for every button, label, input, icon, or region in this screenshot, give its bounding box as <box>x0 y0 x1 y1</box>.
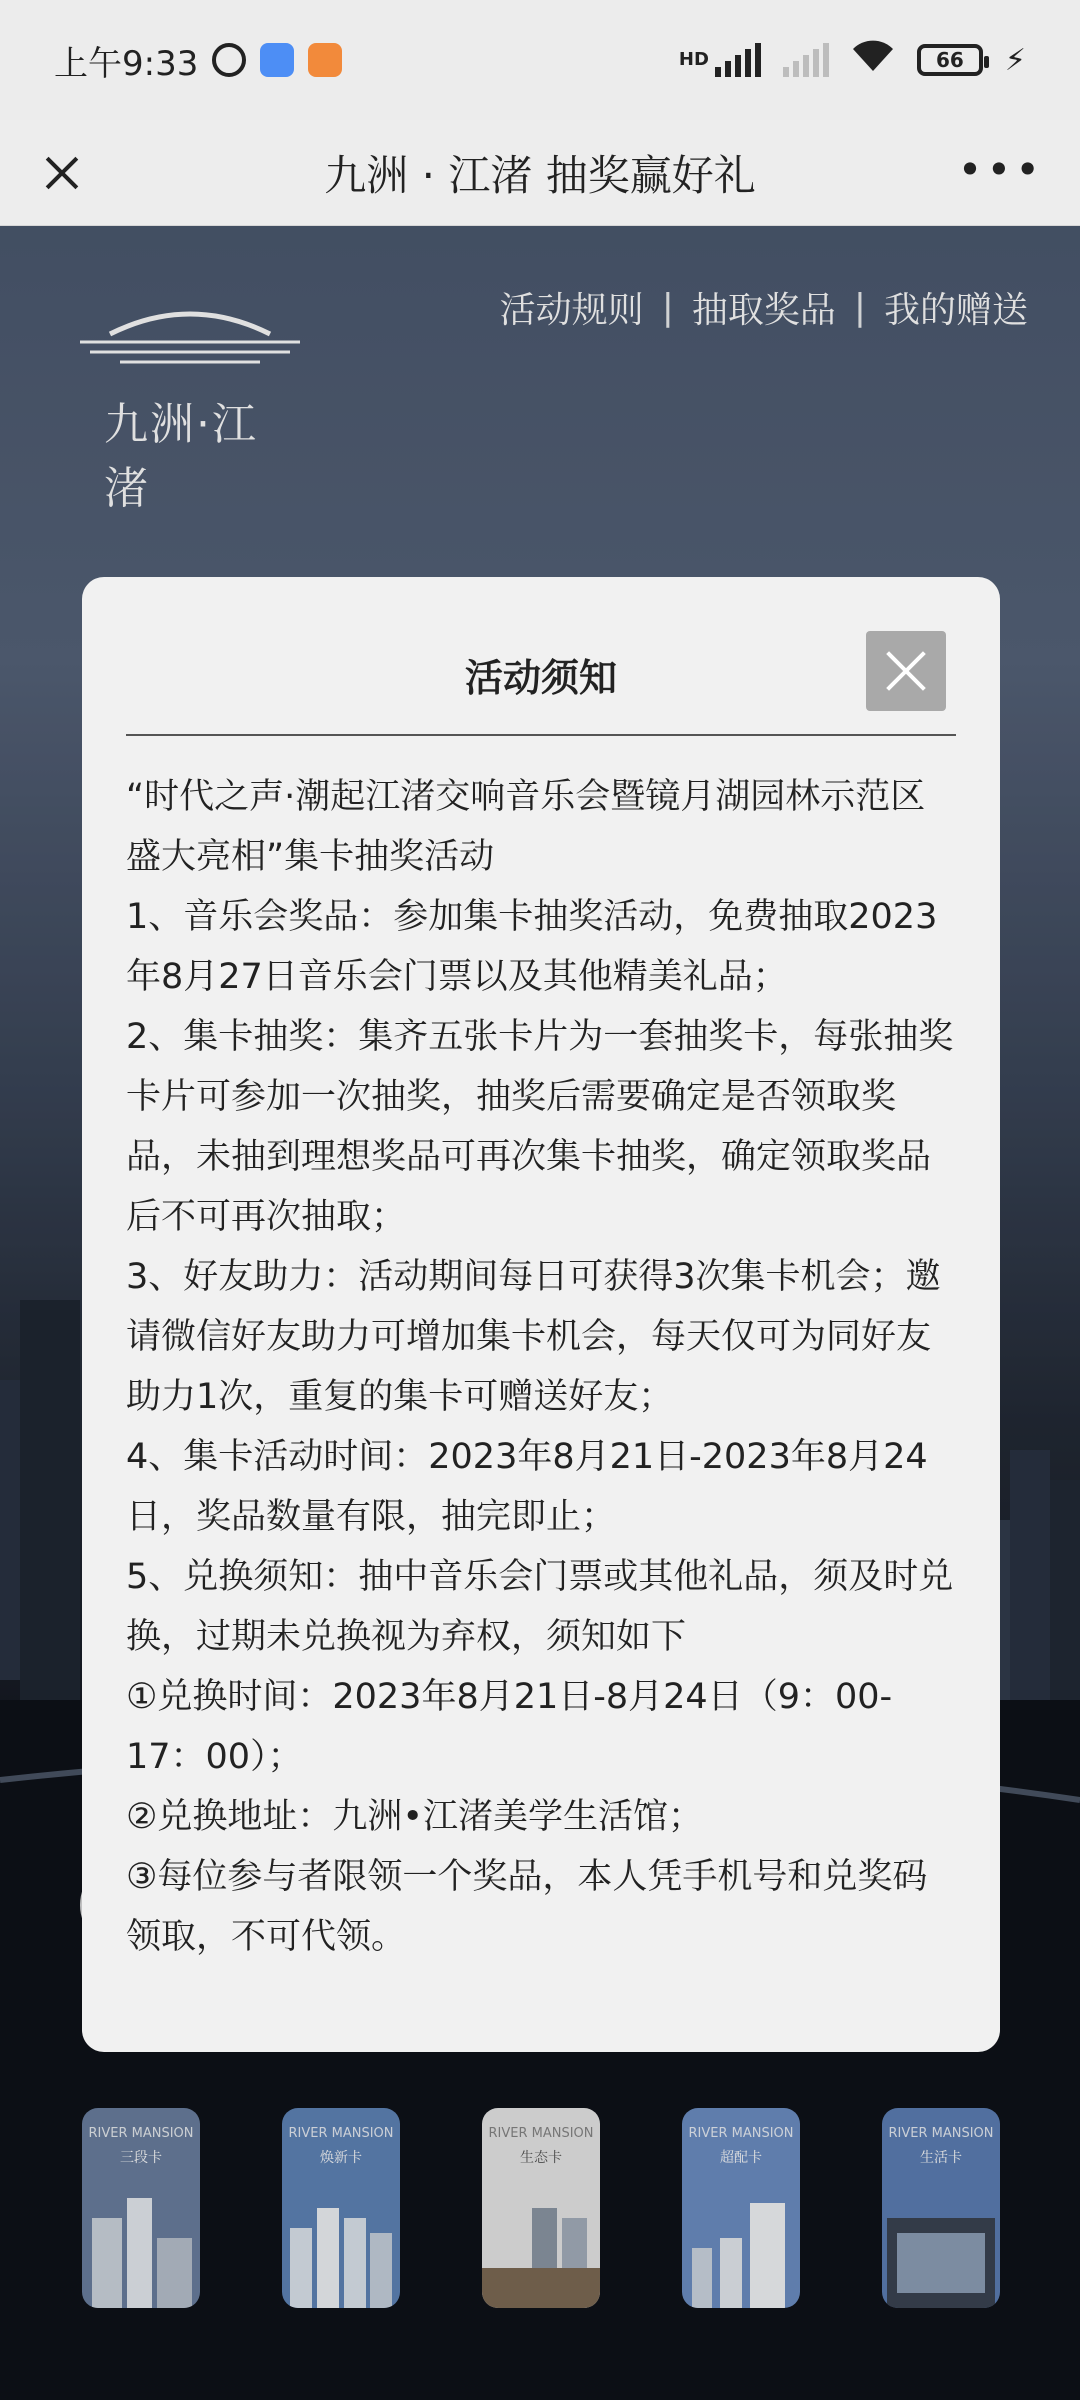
clock: 上午9:33 <box>54 43 199 84</box>
wifi-icon <box>851 39 895 82</box>
more-options-icon[interactable]: ••• <box>957 145 1044 194</box>
draw-prize-link[interactable]: 抽取奖品 <box>691 290 836 331</box>
notice-paragraph: ①兑换时间：2023年8月21日-8月24日（9：00-17：00）； <box>126 1677 893 1777</box>
modal-title: 活动须知 <box>464 656 617 700</box>
notice-paragraph: 1、音乐会奖品：参加集卡抽奖活动，免费抽取2023年8月27日音乐会门票以及其他精美礼品； <box>126 897 938 997</box>
page-title: 九洲 · 江渚 抽奖赢好礼 <box>324 150 756 200</box>
card-brand: RIVER MANSION <box>88 2126 194 2141</box>
card-name: 超配卡 <box>720 2150 762 2166</box>
card-brand: RIVER MANSION <box>488 2126 594 2141</box>
signal-strength-icon <box>715 43 761 77</box>
card-name: 三段卡 <box>120 2150 162 2166</box>
alarm-icon <box>212 43 246 77</box>
my-gifts-link[interactable]: 我的赠送 <box>883 290 1028 331</box>
card-name: 生态卡 <box>520 2150 562 2166</box>
rules-link[interactable]: 活动规则 <box>499 290 644 331</box>
link-separator: | <box>661 287 674 328</box>
charging-icon: ⚡ <box>1004 42 1026 78</box>
status-bar <box>0 0 1080 120</box>
notice-paragraph: “时代之声·潮起江渚交响音乐会暨镜月湖园林示范区盛大亮相”集卡抽奖活动 <box>126 777 926 877</box>
notice-paragraph: 3、好友助力：活动期间每日可获得3次集卡机会；邀请微信好友助力可增加集卡机会，每天仅可为同好友助力1次，重复的集卡可赠送好友； <box>126 1257 941 1417</box>
close-icon[interactable] <box>34 146 88 200</box>
card-name: 焕新卡 <box>320 2150 362 2166</box>
notice-paragraph: ②兑换地址：九洲•江渚美学生活馆； <box>126 1797 704 1837</box>
cloud-app-icon <box>260 43 294 77</box>
card-brand: RIVER MANSION <box>888 2126 994 2141</box>
nav-bar <box>0 120 1080 226</box>
notes-app-icon <box>308 43 342 77</box>
modal-divider <box>126 734 956 736</box>
notice-modal <box>82 577 1000 2052</box>
signal-strength-2-icon <box>783 43 829 77</box>
hd-indicator: HD <box>678 48 709 70</box>
modal-close-button[interactable] <box>866 631 946 711</box>
battery-level: 66 <box>936 48 964 72</box>
card-name: 生活卡 <box>920 2150 962 2166</box>
link-separator: | <box>853 287 866 328</box>
logo-text: 九洲·江渚 <box>104 399 258 514</box>
notice-paragraph: ③每位参与者限领一个奖品，本人凭手机号和兑奖码领取，不可代领。 <box>126 1857 928 1957</box>
notice-paragraph: 5、兑换须知：抽中音乐会门票或其他礼品，须及时兑换，过期未兑换视为弃权，须知如下 <box>126 1557 954 1657</box>
card-brand: RIVER MANSION <box>288 2126 394 2141</box>
modal-body <box>126 767 956 1967</box>
card-brand: RIVER MANSION <box>688 2126 794 2141</box>
battery-icon <box>917 44 983 76</box>
notice-paragraph: 4、集卡活动时间：2023年8月21日-2023年8月24日，奖品数量有限，抽完即止； <box>126 1437 928 1537</box>
notice-paragraph: 2、集卡抽奖：集齐五张卡片为一套抽奖卡，每张抽奖卡片可参加一次抽奖，抽奖后需要确定是否领取奖品，未抽到理想奖品可再次集卡抽奖，确定领取奖品后不可再次抽取； <box>126 1017 954 1237</box>
